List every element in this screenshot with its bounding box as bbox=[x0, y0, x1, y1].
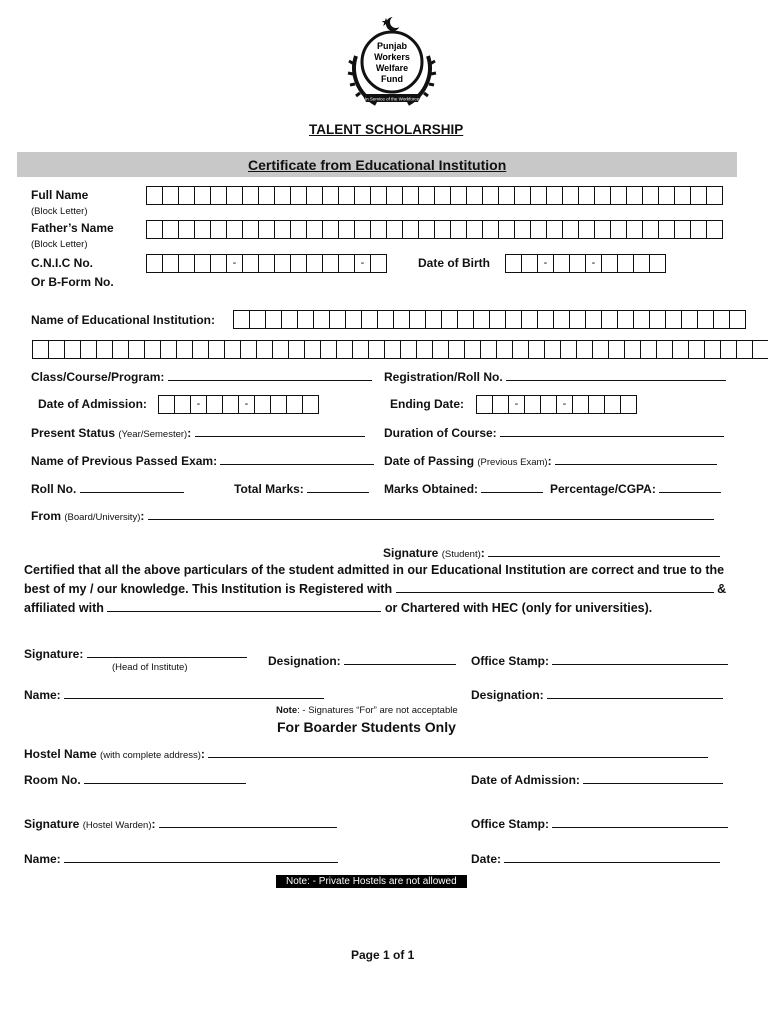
char-box[interactable] bbox=[448, 340, 465, 359]
char-box[interactable] bbox=[505, 310, 522, 329]
char-box[interactable] bbox=[402, 186, 419, 205]
char-box[interactable] bbox=[496, 340, 513, 359]
logo-text-1: Punjab bbox=[376, 41, 408, 51]
roll-no-field[interactable] bbox=[31, 481, 184, 496]
registration-label: Registration/Roll No. bbox=[384, 370, 503, 384]
hostel-admission-date-label: Date of Admission: bbox=[471, 773, 580, 787]
separator-box: - bbox=[508, 395, 525, 414]
char-box[interactable] bbox=[320, 340, 337, 359]
char-box[interactable] bbox=[642, 220, 659, 239]
char-box[interactable] bbox=[345, 310, 362, 329]
char-box[interactable] bbox=[361, 310, 378, 329]
char-box[interactable] bbox=[258, 186, 275, 205]
char-box[interactable] bbox=[242, 254, 259, 273]
char-box[interactable] bbox=[658, 220, 675, 239]
ending-date-label: Ending Date: bbox=[390, 397, 464, 411]
char-box[interactable] bbox=[736, 340, 753, 359]
char-box[interactable] bbox=[434, 186, 451, 205]
char-box[interactable] bbox=[498, 220, 515, 239]
certification-line-1: Certified that all the above particulars of the student admitted in our Educational Institution are correct and true to the bbox=[24, 563, 725, 577]
hostel-note: Note: - Private Hostels are not allowed bbox=[276, 875, 467, 888]
head-signature-label: Signature: bbox=[24, 647, 84, 661]
marks-obtained-field[interactable] bbox=[384, 481, 543, 496]
char-box[interactable] bbox=[409, 310, 426, 329]
prev-exam-field[interactable] bbox=[31, 453, 374, 468]
char-box[interactable] bbox=[633, 310, 650, 329]
char-box[interactable] bbox=[178, 186, 195, 205]
char-box[interactable] bbox=[576, 340, 593, 359]
char-box[interactable] bbox=[704, 340, 721, 359]
char-box[interactable] bbox=[402, 220, 419, 239]
char-box[interactable] bbox=[610, 186, 627, 205]
char-box[interactable] bbox=[206, 395, 223, 414]
warden-date-field[interactable] bbox=[471, 851, 720, 866]
char-box[interactable] bbox=[464, 340, 481, 359]
char-box[interactable] bbox=[265, 310, 282, 329]
char-box[interactable] bbox=[288, 340, 305, 359]
char-box[interactable] bbox=[432, 340, 449, 359]
ending-date-boxes[interactable] bbox=[476, 395, 636, 414]
char-box[interactable] bbox=[160, 340, 177, 359]
char-box[interactable] bbox=[194, 254, 211, 273]
char-box[interactable] bbox=[608, 340, 625, 359]
marks-obtained-label: Marks Obtained: bbox=[384, 482, 479, 496]
prev-exam-label: Name of Previous Passed Exam: bbox=[31, 454, 218, 468]
cnic-label: C.N.I.C No. bbox=[31, 256, 93, 270]
char-box[interactable] bbox=[466, 220, 483, 239]
percentage-field[interactable] bbox=[550, 481, 721, 496]
from-label: From bbox=[31, 509, 61, 523]
char-box[interactable] bbox=[706, 186, 723, 205]
office-stamp-field[interactable] bbox=[471, 653, 728, 668]
logo-text-3: Welfare bbox=[375, 63, 409, 73]
char-box[interactable] bbox=[338, 220, 355, 239]
char-box[interactable] bbox=[610, 220, 627, 239]
char-box[interactable] bbox=[338, 186, 355, 205]
char-box[interactable] bbox=[514, 220, 531, 239]
pwwf-logo bbox=[342, 14, 442, 114]
char-box[interactable] bbox=[322, 254, 339, 273]
char-box[interactable] bbox=[242, 220, 259, 239]
char-box[interactable] bbox=[370, 220, 387, 239]
char-box[interactable] bbox=[210, 186, 227, 205]
certification-registered-label: best of my / our knowledge. This Institution is Registered with bbox=[24, 582, 393, 596]
char-box[interactable] bbox=[370, 254, 387, 273]
char-box[interactable] bbox=[270, 395, 287, 414]
char-box[interactable] bbox=[208, 340, 225, 359]
hostel-admission-date-field[interactable] bbox=[471, 772, 723, 787]
char-box[interactable] bbox=[210, 254, 227, 273]
fathers-name-hint: (Block Letter) bbox=[31, 239, 88, 250]
char-box[interactable] bbox=[633, 254, 650, 273]
char-box[interactable] bbox=[690, 186, 707, 205]
char-box[interactable] bbox=[322, 220, 339, 239]
total-marks-label: Total Marks: bbox=[234, 482, 304, 496]
char-box[interactable] bbox=[249, 310, 266, 329]
char-box[interactable] bbox=[281, 310, 298, 329]
char-box[interactable] bbox=[290, 254, 307, 273]
dob-label: Date of Birth bbox=[418, 256, 490, 270]
char-box[interactable] bbox=[368, 340, 385, 359]
date-passing-label: Date of Passing bbox=[384, 454, 475, 468]
certification-ampersand: & bbox=[717, 582, 727, 596]
char-box[interactable] bbox=[601, 254, 618, 273]
char-box[interactable] bbox=[144, 340, 161, 359]
registration-field[interactable] bbox=[384, 369, 726, 384]
char-box[interactable] bbox=[354, 220, 371, 239]
char-box[interactable] bbox=[377, 310, 394, 329]
class-label: Class/Course/Program: bbox=[31, 370, 165, 384]
designation-field-2[interactable] bbox=[471, 687, 723, 702]
char-box[interactable] bbox=[174, 395, 191, 414]
char-box[interactable] bbox=[697, 310, 714, 329]
percentage-label: Percentage/CGPA: bbox=[550, 482, 656, 496]
from-hint: (Board/University) bbox=[64, 512, 141, 523]
institution-boxes-1[interactable] bbox=[233, 310, 745, 329]
present-status-hint: (Year/Semester) bbox=[118, 429, 188, 440]
char-box[interactable] bbox=[640, 340, 657, 359]
char-box[interactable] bbox=[688, 340, 705, 359]
head-of-institute-hint: (Head of Institute) bbox=[112, 662, 188, 673]
char-box[interactable] bbox=[272, 340, 289, 359]
separator-box: - bbox=[354, 254, 371, 273]
room-no-label: Room No. bbox=[24, 773, 81, 787]
head-signature-field[interactable] bbox=[24, 646, 247, 661]
form-title: TALENT SCHOLARSHIP bbox=[309, 122, 464, 137]
char-box[interactable] bbox=[192, 340, 209, 359]
char-box[interactable] bbox=[329, 310, 346, 329]
char-box[interactable] bbox=[233, 310, 250, 329]
char-box[interactable] bbox=[544, 340, 561, 359]
char-box[interactable] bbox=[681, 310, 698, 329]
char-box[interactable] bbox=[222, 395, 239, 414]
warden-office-stamp-field[interactable] bbox=[471, 816, 728, 831]
certification-line-3 bbox=[24, 599, 652, 618]
char-box[interactable] bbox=[434, 220, 451, 239]
char-box[interactable] bbox=[338, 254, 355, 273]
char-box[interactable] bbox=[562, 186, 579, 205]
head-designation-field[interactable] bbox=[268, 653, 456, 668]
char-box[interactable] bbox=[425, 310, 442, 329]
separator-box: - bbox=[537, 254, 554, 273]
signature-note-prefix: Note bbox=[276, 705, 298, 716]
char-box[interactable] bbox=[594, 220, 611, 239]
logo-ribbon: In Service of the Workforce bbox=[364, 96, 420, 102]
fathers-name-boxes[interactable] bbox=[146, 220, 722, 239]
char-box[interactable] bbox=[418, 220, 435, 239]
char-box[interactable] bbox=[524, 395, 541, 414]
admission-date-boxes[interactable] bbox=[158, 395, 318, 414]
char-box[interactable] bbox=[302, 395, 319, 414]
char-box[interactable] bbox=[48, 340, 65, 359]
char-box[interactable] bbox=[674, 220, 691, 239]
full-name-label: Full Name bbox=[31, 188, 89, 202]
certification-hec-label: or Chartered with HEC (only for universities). bbox=[384, 601, 653, 615]
char-box[interactable] bbox=[96, 340, 113, 359]
char-box[interactable] bbox=[706, 220, 723, 239]
char-box[interactable] bbox=[498, 186, 515, 205]
char-box[interactable] bbox=[457, 310, 474, 329]
student-signature-field[interactable]: Signature (Student): bbox=[383, 545, 720, 560]
head-name-label: Name: bbox=[24, 688, 61, 702]
separator-box: - bbox=[226, 254, 243, 273]
separator-box: - bbox=[585, 254, 602, 273]
char-box[interactable] bbox=[553, 310, 570, 329]
char-box[interactable] bbox=[482, 186, 499, 205]
char-box[interactable] bbox=[128, 340, 145, 359]
hostel-name-field[interactable]: Hostel Name (with complete address): bbox=[24, 746, 708, 761]
char-box[interactable] bbox=[304, 340, 321, 359]
char-box[interactable] bbox=[32, 340, 49, 359]
char-box[interactable] bbox=[441, 310, 458, 329]
char-box[interactable] bbox=[585, 310, 602, 329]
char-box[interactable] bbox=[336, 340, 353, 359]
student-signature-label: Signature bbox=[383, 546, 439, 560]
duration-field[interactable] bbox=[384, 425, 724, 440]
char-box[interactable] bbox=[393, 310, 410, 329]
duration-label: Duration of Course: bbox=[384, 426, 497, 440]
warden-signature-hint: (Hostel Warden) bbox=[82, 820, 152, 831]
char-box[interactable] bbox=[418, 186, 435, 205]
char-box[interactable] bbox=[560, 340, 577, 359]
signature-note-text: : - Signatures “For” are not acceptable bbox=[297, 705, 458, 716]
char-box[interactable] bbox=[290, 186, 307, 205]
char-box[interactable] bbox=[226, 186, 243, 205]
designation-label-2: Designation: bbox=[471, 688, 544, 702]
char-box[interactable] bbox=[80, 340, 97, 359]
char-box[interactable] bbox=[729, 310, 746, 329]
full-name-boxes[interactable] bbox=[146, 186, 722, 205]
char-box[interactable] bbox=[514, 186, 531, 205]
char-box[interactable] bbox=[604, 395, 621, 414]
char-box[interactable] bbox=[626, 186, 643, 205]
char-box[interactable] bbox=[505, 254, 522, 273]
present-status-label: Present Status bbox=[31, 426, 116, 440]
char-box[interactable] bbox=[562, 220, 579, 239]
char-box[interactable] bbox=[290, 220, 307, 239]
char-box[interactable] bbox=[274, 254, 291, 273]
char-box[interactable] bbox=[240, 340, 257, 359]
logo-text-2: Workers bbox=[374, 52, 410, 62]
char-box[interactable] bbox=[242, 186, 259, 205]
char-box[interactable] bbox=[162, 254, 179, 273]
char-box[interactable] bbox=[254, 395, 271, 414]
char-box[interactable] bbox=[306, 254, 323, 273]
char-box[interactable] bbox=[416, 340, 433, 359]
char-box[interactable] bbox=[752, 340, 768, 359]
char-box[interactable] bbox=[569, 254, 586, 273]
char-box[interactable] bbox=[674, 186, 691, 205]
char-box[interactable] bbox=[690, 220, 707, 239]
char-box[interactable] bbox=[480, 340, 497, 359]
date-passing-field[interactable]: Date of Passing (Previous Exam): bbox=[384, 453, 717, 468]
char-box[interactable] bbox=[492, 395, 509, 414]
char-box[interactable] bbox=[400, 340, 417, 359]
char-box[interactable] bbox=[601, 310, 618, 329]
char-box[interactable] bbox=[473, 310, 490, 329]
char-box[interactable] bbox=[286, 395, 303, 414]
separator-box: - bbox=[190, 395, 207, 414]
warden-name-field[interactable] bbox=[24, 851, 338, 866]
char-box[interactable] bbox=[176, 340, 193, 359]
char-box[interactable] bbox=[258, 254, 275, 273]
warden-office-stamp-label: Office Stamp: bbox=[471, 817, 550, 831]
logo-text-4: Fund bbox=[381, 74, 403, 84]
char-box[interactable] bbox=[521, 254, 538, 273]
char-box[interactable] bbox=[194, 186, 211, 205]
admission-date-label: Date of Admission: bbox=[38, 397, 147, 411]
char-box[interactable] bbox=[162, 220, 179, 239]
char-box[interactable] bbox=[313, 310, 330, 329]
char-box[interactable] bbox=[354, 186, 371, 205]
total-marks-field[interactable] bbox=[234, 481, 369, 496]
char-box[interactable] bbox=[146, 254, 163, 273]
office-stamp-label: Office Stamp: bbox=[471, 654, 550, 668]
char-box[interactable] bbox=[658, 186, 675, 205]
char-box[interactable] bbox=[537, 310, 554, 329]
certification-line-2 bbox=[24, 580, 726, 599]
char-box[interactable] bbox=[521, 310, 538, 329]
fathers-name-label: Father’s Name bbox=[31, 221, 114, 235]
char-box[interactable] bbox=[112, 340, 129, 359]
char-box[interactable] bbox=[306, 220, 323, 239]
char-box[interactable] bbox=[530, 186, 547, 205]
char-box[interactable] bbox=[620, 395, 637, 414]
institution-boxes-2[interactable] bbox=[32, 340, 768, 359]
char-box[interactable] bbox=[256, 340, 273, 359]
char-box[interactable] bbox=[626, 220, 643, 239]
char-box[interactable] bbox=[649, 310, 666, 329]
char-box[interactable] bbox=[224, 340, 241, 359]
bform-label: Or B-Form No. bbox=[31, 275, 114, 289]
institution-label: Name of Educational Institution: bbox=[31, 313, 216, 327]
char-box[interactable] bbox=[146, 220, 163, 239]
char-box[interactable] bbox=[384, 340, 401, 359]
warden-name-label: Name: bbox=[24, 852, 61, 866]
char-box[interactable] bbox=[194, 220, 211, 239]
char-box[interactable] bbox=[572, 395, 589, 414]
char-box[interactable] bbox=[624, 340, 641, 359]
char-box[interactable] bbox=[274, 220, 291, 239]
boarder-heading: For Boarder Students Only bbox=[277, 719, 456, 735]
signature-note bbox=[276, 705, 458, 716]
char-box[interactable] bbox=[482, 220, 499, 239]
char-box[interactable] bbox=[594, 186, 611, 205]
char-box[interactable] bbox=[162, 186, 179, 205]
char-box[interactable] bbox=[210, 220, 227, 239]
char-box[interactable] bbox=[672, 340, 689, 359]
char-box[interactable] bbox=[450, 186, 467, 205]
char-box[interactable] bbox=[352, 340, 369, 359]
roll-no-label: Roll No. bbox=[31, 482, 77, 496]
separator-box: - bbox=[238, 395, 255, 414]
warden-signature-label: Signature bbox=[24, 817, 80, 831]
char-box[interactable] bbox=[546, 220, 563, 239]
char-box[interactable] bbox=[665, 310, 682, 329]
char-box[interactable] bbox=[386, 186, 403, 205]
char-box[interactable] bbox=[158, 395, 175, 414]
separator-box: - bbox=[556, 395, 573, 414]
char-box[interactable] bbox=[64, 340, 81, 359]
char-box[interactable] bbox=[528, 340, 545, 359]
date-passing-hint: (Previous Exam) bbox=[477, 457, 548, 468]
char-box[interactable] bbox=[720, 340, 737, 359]
char-box[interactable] bbox=[146, 186, 163, 205]
char-box[interactable] bbox=[649, 254, 666, 273]
char-box[interactable] bbox=[540, 395, 557, 414]
banner-title: Certificate from Educational Institution bbox=[248, 157, 507, 173]
char-box[interactable] bbox=[578, 220, 595, 239]
student-signature-hint: (Student) bbox=[441, 549, 481, 560]
char-box[interactable] bbox=[569, 310, 586, 329]
char-box[interactable] bbox=[370, 186, 387, 205]
certification-affiliated-label: affiliated with bbox=[24, 601, 104, 615]
head-designation-label: Designation: bbox=[268, 654, 341, 668]
warden-signature-field[interactable]: Signature (Hostel Warden): bbox=[24, 816, 337, 831]
char-box[interactable] bbox=[713, 310, 730, 329]
char-box[interactable] bbox=[178, 220, 195, 239]
hostel-name-label: Hostel Name bbox=[24, 747, 97, 761]
dob-boxes[interactable] bbox=[505, 254, 665, 273]
char-box[interactable] bbox=[546, 186, 563, 205]
char-box[interactable] bbox=[450, 220, 467, 239]
char-box[interactable] bbox=[306, 186, 323, 205]
char-box[interactable] bbox=[512, 340, 529, 359]
char-box[interactable] bbox=[386, 220, 403, 239]
char-box[interactable] bbox=[656, 340, 673, 359]
char-box[interactable] bbox=[578, 186, 595, 205]
room-no-field[interactable] bbox=[24, 772, 246, 787]
class-field[interactable] bbox=[31, 369, 372, 384]
char-box[interactable] bbox=[274, 186, 291, 205]
hostel-name-hint: (with complete address) bbox=[100, 750, 201, 761]
from-field[interactable]: From (Board/University): bbox=[31, 508, 714, 523]
char-box[interactable] bbox=[489, 310, 506, 329]
present-status-field[interactable]: Present Status (Year/Semester): bbox=[31, 425, 365, 440]
char-box[interactable] bbox=[297, 310, 314, 329]
full-name-hint: (Block Letter) bbox=[31, 206, 88, 217]
char-box[interactable] bbox=[466, 186, 483, 205]
char-box[interactable] bbox=[178, 254, 195, 273]
char-box[interactable] bbox=[476, 395, 493, 414]
char-box[interactable] bbox=[592, 340, 609, 359]
page-number: Page 1 of 1 bbox=[351, 948, 415, 962]
head-name-field[interactable] bbox=[24, 687, 324, 702]
char-box[interactable] bbox=[226, 220, 243, 239]
char-box[interactable] bbox=[642, 186, 659, 205]
char-box[interactable] bbox=[258, 220, 275, 239]
char-box[interactable] bbox=[617, 310, 634, 329]
warden-date-label: Date: bbox=[471, 852, 502, 866]
char-box[interactable] bbox=[617, 254, 634, 273]
char-box[interactable] bbox=[322, 186, 339, 205]
cnic-boxes[interactable] bbox=[146, 254, 386, 273]
char-box[interactable] bbox=[588, 395, 605, 414]
char-box[interactable] bbox=[553, 254, 570, 273]
char-box[interactable] bbox=[530, 220, 547, 239]
